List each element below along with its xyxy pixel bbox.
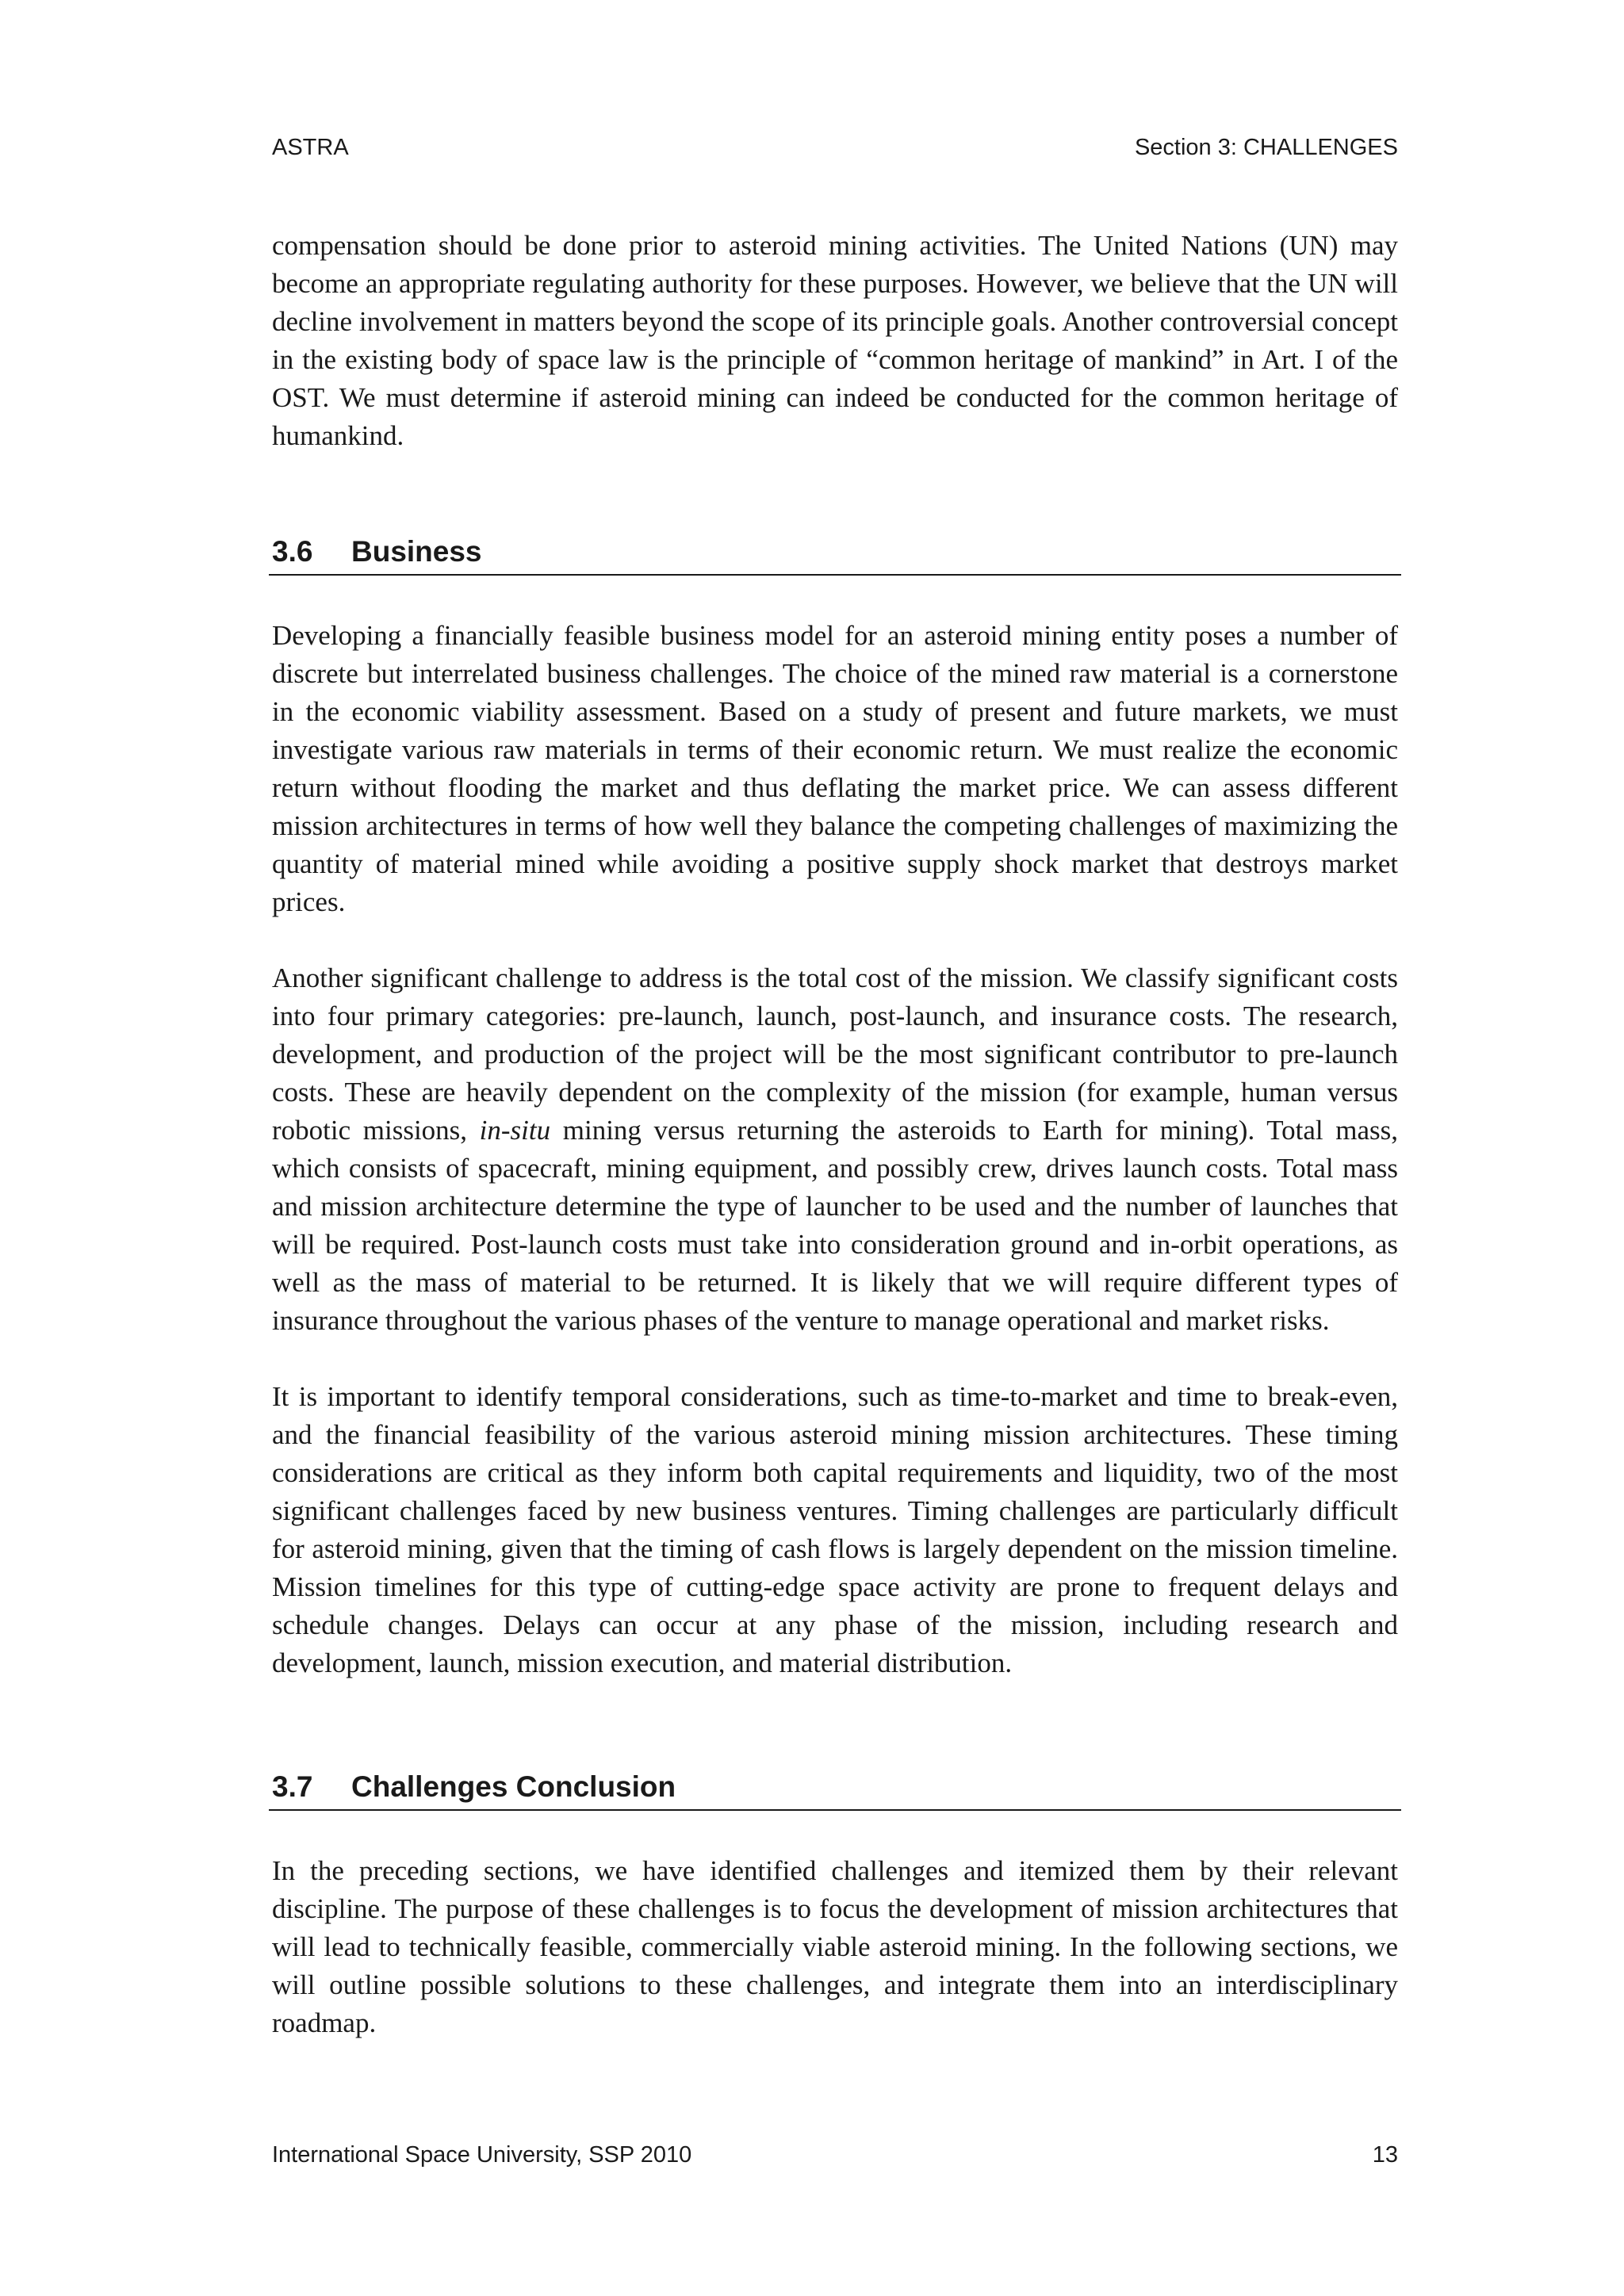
header-left: ASTRA: [272, 135, 349, 160]
business-paragraph-1: Developing a financially feasible business model for an asteroid mining entity poses a number of discrete but interrelated business challenges. The choice of the mined raw material is a cornerstone in the economic viability assessment. Based on a study of present and future markets, we must investigate various raw materials in terms of their economic return. We must realize the economic return without flooding the market and thus deflating the market price. We can assess different mission architectures in terms of how well they balance the competing challenges of maximizing the quantity of material mined while avoiding a positive supply shock market that destroys market prices.: [272, 620, 1398, 917]
section-title: Challenges Conclusion: [351, 1770, 676, 1803]
section-number: 3.6: [272, 535, 313, 568]
paragraph-text: mining versus returning the asteroids to Earth for mining). Total mass, which consists of spacecraft, mining equipment, and possibly crew, drives launch costs. Total mass and mission architecture determine the type of launcher to be used and the number of launches that will be required. Post-launch costs must take into consideration ground and in-orbit operations, as well as the mass of material to be returned. It is likely that we will require different types of insurance throughout the various phases of the venture to manage operational and market risks.: [272, 1115, 1398, 1336]
page-number: 13: [1372, 2142, 1398, 2168]
section-number: 3.7: [272, 1770, 313, 1803]
business-paragraph-3: It is important to identify temporal considerations, such as time-to-market and time to break-even, and the financial feasibility of the various asteroid mining mission architectures. These timing considerations are critical as they inform both capital requirements and liquidity, two of the most significant challenges faced by new business ventures. Timing challenges are particularly difficult for asteroid mining, given that the timing of cash flows is largely dependent on the mission timeline. Mission timelines for this type of cutting-edge space activity are prone to frequent delays and schedule changes. Delays can occur at any phase of the mission, including research and development, launch, mission execution, and material distribution.: [272, 1381, 1398, 1678]
italic-term: in-situ: [479, 1115, 551, 1146]
business-paragraph-2: [272, 959, 1398, 1340]
intro-paragraph: compensation should be done prior to asteroid mining activities. The United Nations (UN) may become an appropriate regulating authority for these purposes. However, we believe that the UN will decline involvement in matters beyond the scope of its principle goals. Another controversial concept in the existing body of space law is the principle of “common heritage of mankind” in Art. I of the OST. We must determine if asteroid mining can indeed be conducted for the common heritage of humankind.: [272, 230, 1398, 451]
paragraph-text: Another significant challenge to address is the total cost of the mission. We classify significant costs into four primary categories: pre-launch, launch, post-launch, and insurance costs. The research, development, and production of the project will be the most significant contributor to pre-launch costs. These are heavily dependent on the complexity of the mission (for example, human versus robotic missions,: [272, 962, 1398, 1146]
footer-left: International Space University, SSP 2010: [272, 2142, 692, 2168]
page-body: [272, 227, 1398, 2042]
conclusion-paragraph: In the preceding sections, we have identified challenges and itemized them by their relevant discipline. The purpose of these challenges is to focus the development of mission architectures that will lead to technically feasible, commercially viable asteroid mining. In the following sections, we will outline possible solutions to these challenges, and integrate them into an interdisciplinary roadmap.: [272, 1855, 1398, 2038]
running-footer: [272, 2142, 1398, 2168]
section-title: Business: [351, 535, 482, 568]
running-header: [272, 135, 1398, 166]
section-heading-3-6: [269, 534, 1401, 576]
header-right: Section 3: CHALLENGES: [1134, 135, 1398, 160]
section-heading-3-7: [269, 1770, 1401, 1811]
